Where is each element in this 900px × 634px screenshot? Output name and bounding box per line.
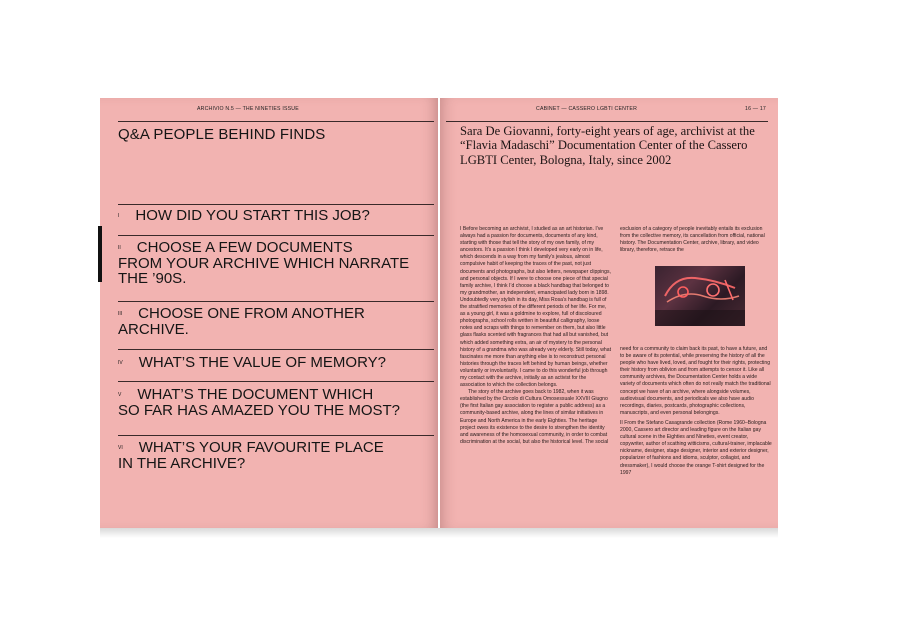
magazine-spread: [100, 98, 778, 528]
body-paragraph: The story of the archive goes back to 1982, when it was established by the Circolo di Cultura Omosessuale XXVIII Giugno (the first Italian gay association to register a public address) as a community-based archive, along the lines of similar initiatives in Europe and North America in the early Eighties. The heritage project owes its existence to the desire to strengthen the identity and awareness of the homosexual community, in order to combat discrimination at the social, but also the historical level. The social: [460, 389, 609, 445]
body-column-2-top: [620, 226, 772, 254]
spread-shadow: [100, 528, 778, 538]
question-text: IN THE ARCHIVE?: [118, 454, 246, 472]
left-running-header: ARCHIVIO N.5 — THE NINETIES ISSUE: [197, 106, 299, 112]
question-number: IV: [118, 359, 123, 366]
question-text: THE ’90S.: [118, 269, 187, 287]
question-rule: [118, 349, 434, 350]
question-text: ARCHIVE.: [118, 320, 189, 338]
header-rule: [446, 121, 768, 122]
question-2: [118, 240, 428, 286]
question-number: VI: [118, 444, 123, 451]
question-rule: [118, 204, 434, 205]
question-rule: [118, 235, 434, 236]
body-paragraph: I Before becoming an archivist, I studied as an art historian. I’ve always had a passion for documents, documents of any kind, starting with those that tell the story of my own family, of my ancestors. It’s a passion I think I developed very early on in life, which descends in a way from my family’s jealous, almost compulsive habit of keeping the traces of the past, not just documents and photographs, but also letters, newspaper clippings, and personal objects. If I were to choose one piece of that special family archive, I think I’d choose a black handbag that belonged to my grandmother, an independent, emancipated lady born in 1898. Undoubtedly very stylish in its day, Miss Rosa’s handbag is full of the stratified memories of the different periods of her life. For me, as a young girl, it was a goldmine to explore, full of discoloured photographs, school rolls written in beautiful calligraphy, loose notes and scraps with things to remember on them, but also little glass flasks scented with fragrances that had all but vanished, but which added something extra, an air of mystery to the personal history of a grandma who was already very elderly. Still today, what fascinates me more than anything else is to reconstruct personal histories through the traces left behind by human beings, whether voluntarily or involuntarily. I came to do this wonderful job through my contact with the archive, initially as an activist for the association to which the collection belongs.: [460, 226, 611, 389]
neon-sign-photo: [655, 266, 745, 326]
question-text: HOW DID YOU START THIS JOB?: [135, 207, 370, 224]
question-number: I: [118, 212, 120, 219]
body-column-1: [460, 226, 612, 446]
question-number: II: [118, 244, 121, 251]
question-text: SO FAR HAS AMAZED YOU THE MOST?: [118, 401, 401, 419]
intro-paragraph: Sara De Giovanni, forty-eight years of age, archivist at the “Flavia Madaschi” Documentation Center of the Cassero LGBTI Center, Bologna, Italy, since 2002: [460, 124, 755, 167]
question-text: CHOOSE ONE FROM ANOTHER: [138, 305, 365, 322]
page-tab-marker: [98, 226, 102, 282]
question-rule: [118, 381, 434, 382]
page-title: Q&A PEOPLE BEHIND FINDS: [118, 126, 326, 143]
right-running-header: CABINET — CASSERO LGBTI CENTER: [536, 106, 638, 112]
right-page: [440, 98, 778, 528]
body-column-2-bottom: [620, 346, 772, 477]
title-rule: [118, 121, 434, 122]
question-number: V: [118, 391, 122, 398]
question-3: [118, 306, 428, 337]
neon-lettering-graphic: [655, 266, 745, 326]
question-text: FROM YOUR ARCHIVE WHICH NARRATE: [118, 254, 410, 272]
question-rule: [118, 435, 434, 436]
question-4: [118, 355, 428, 371]
question-5: [118, 387, 428, 418]
question-1: [118, 208, 428, 224]
body-paragraph: II From the Stefano Casagrande collection (Rome 1960–Bologna 2000, Cassero art director and leading figure on the Italian gay cultural scene in the Eighties and Nineties, event creator, copywriter, author of scathing witticisms, cultural-trainer, implacable nickname, designer, stage designer, interior and exterior designer, popularizer of fashions and idioms, sculptor, collagist, and dressmaker), I would choose the orange T-shirt designed for the 1997: [620, 419, 772, 476]
question-text: WHAT’S THE DOCUMENT WHICH: [137, 386, 374, 403]
question-text: WHAT’S YOUR FAVOURITE PLACE: [138, 439, 384, 456]
question-number: III: [118, 310, 123, 317]
question-text: WHAT’S THE VALUE OF MEMORY?: [138, 354, 386, 371]
question-text: CHOOSE A FEW DOCUMENTS: [136, 239, 353, 256]
body-paragraph: need for a community to claim back its past, to have a future, and to be aware of its potential, while preserving the history of all the people who have lived, loved, and fought for their rights, protecting their history from oblivion and from attempts to censor it. Like all community archives, the Documentation Center holds a wide variety of documents which often do not really match the traditional concept we have of an archive, where alongside volumes, audiovisual documents, and periodicals we also have audio recordings, diaries, postcards, photographic collections, manuscripts, and even personal belongings.: [620, 346, 771, 416]
left-page: [100, 98, 438, 528]
body-paragraph: exclusion of a category of people inevitably entails its exclusion from the collective memory, its cancellation from official, national history. The Documentation Center, archive, library, and video library, therefore, retrace the: [620, 226, 765, 254]
page-numbers: 16 — 17: [744, 106, 766, 112]
question-rule: [118, 301, 434, 302]
question-6: [118, 440, 428, 471]
